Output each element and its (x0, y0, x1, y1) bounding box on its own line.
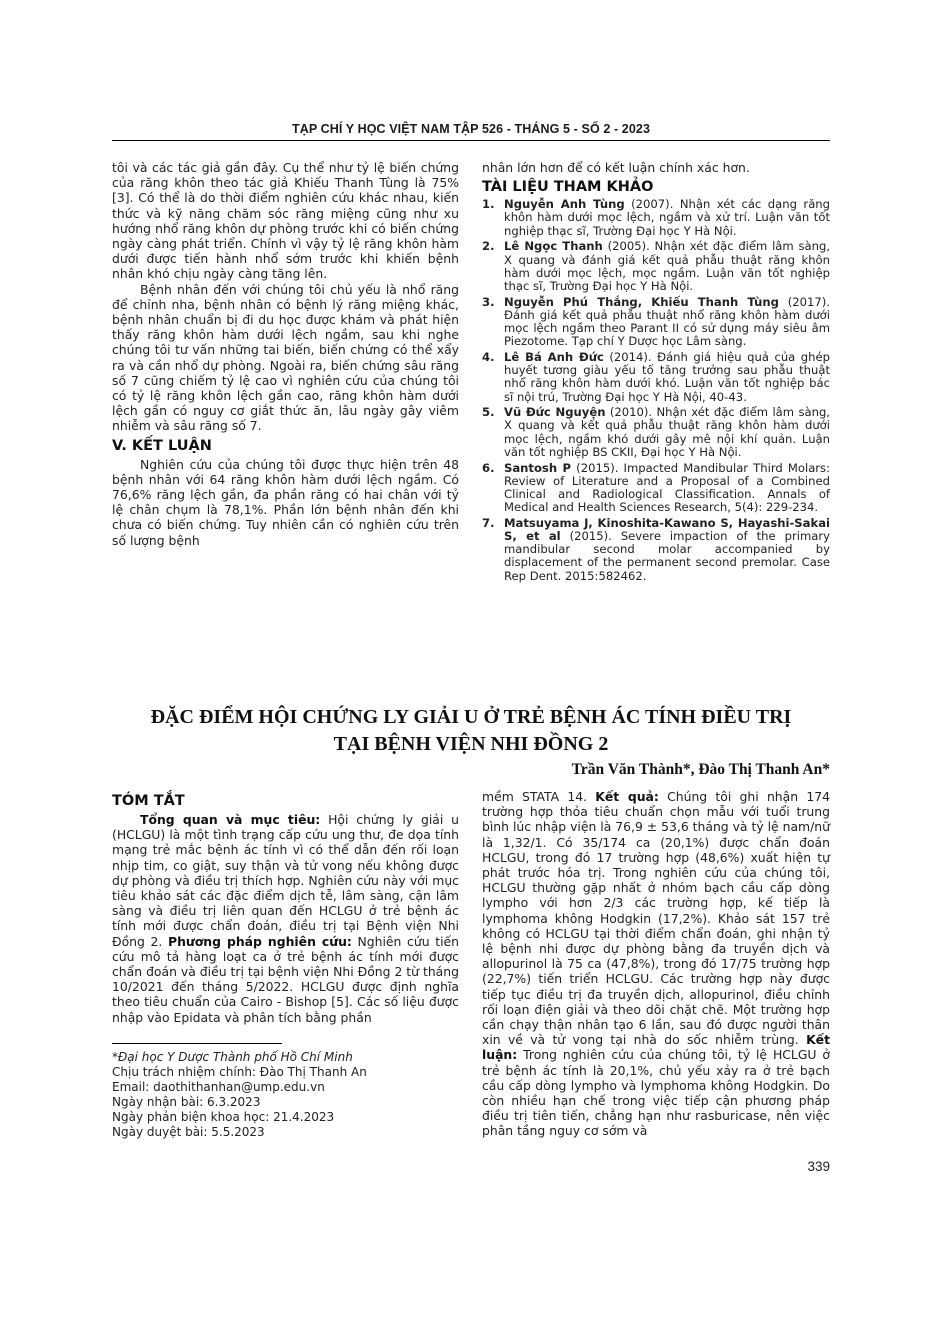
paragraph-conclusion: Nghiên cứu của chúng tôi được thực hiện trên 48 bệnh nhân với 64 răng khôn hàm dưới lệch ngầm. Có 76,6% răng lệch gần, đa phần răng có hai chân với tỷ lệ chân chụm là 78,1%. Phần lớn bệnh nhân đến khi chưa có biến chứng. Tuy nhiên cần có nghiên cứu trên số lượng bệnh (112, 456, 459, 548)
reference-author: Lê Ngọc Thanh (504, 239, 603, 254)
reference-item: 5. Vũ Đức Nguyện (2010). Nhận xét đặc điểm lâm sàng, X quang và kết quả phẫu thuật răng khôn hàm dưới mọc lệch, ngầm khó dưới gây mê nội khí quản. Luận văn tốt nghiệp BS CKII, Đại học Y Hà Nội. (482, 405, 830, 459)
reference-item: 6. Santosh P (2015). Impacted Mandibular Third Molars: Review of Literature and a Proposal of a Combined Clinical and Radiological Classification. Annals of Medical and Health Sciences Research, 5(4): 229-234. (482, 460, 831, 515)
footnote-received-date: Ngày nhận bài: 6.3.2023 (112, 1094, 261, 1109)
abstract-label-conclusion: Kết luận: (482, 1032, 830, 1063)
footnote-affiliation: *Đại học Y Dược Thành phố Hồ Chí Minh (112, 1049, 353, 1064)
reference-text: (2015). Impacted Mandibular Third Molars: Review of Literature and a Proposal of a Combined Clinical and Radiological Classification. Annals of Medical and Health Sciences Research, 5(4): 229-234. (504, 460, 831, 515)
abstract-paragraph-continued (482, 789, 830, 1139)
reference-author: Nguyễn Anh Tùng (504, 197, 625, 212)
article-title-line-2: TẠI BỆNH VIỆN NHI ĐỒNG 2 (333, 733, 609, 755)
reference-list (482, 198, 830, 583)
footnote-responsible: Chịu trách nhiệm chính: Đào Thị Thanh An (112, 1064, 367, 1079)
abstract-text-software: mềm STATA 14. (482, 789, 596, 804)
abstract-label-overview: Tổng quan và mục tiêu: (140, 812, 321, 827)
article-authors: Trần Văn Thành*, Đào Thị Thanh An* (571, 761, 830, 778)
reference-item: 1. Nguyễn Anh Tùng (2007). Nhận xét các dạng răng khôn hàm dưới mọc lệch, ngầm và xử trí. Luận văn tốt nghiệp thạc sĩ, Trường Đại học Y Hà Nội. (482, 197, 831, 238)
footnote-block (112, 1050, 459, 1140)
reference-item: 3. Nguyễn Phú Thắng, Khiếu Thanh Tùng (2017). Đánh giá kết quả phẫu thuật nhổ răng khôn hàm dưới mọc lệch ngầm theo Parant II có sử dụng máy siêu âm Piezotome. Tạp chí Y Dược học Lâm sàng. (482, 294, 830, 349)
reference-text: (2017). Đánh giá kết quả phẫu thuật nhổ răng khôn hàm dưới mọc lệch ngầm theo Parant II có sử dụng máy siêu âm Piezotome. Tạp chí Y Dược học Lâm sàng. (504, 294, 830, 349)
abstract-text-overview: Hội chứng ly giải u (HCLGU) là một tình trạng cấp cứu ung thư, đe dọa tính mạng trẻ mắc bệnh ác tính vì có thể dẫn đến rối loạn nhịp tim, co giật, suy thận và tử vong nếu không được dự phòng và điều trị thích hợp. Nghiên cứu này với mục tiêu khảo sát các đặc điểm dịch tễ, lâm sàng, cận lâm sàng và điều trị liên quan đến HCLGU ở trẻ bệnh ác tính mới được chẩn đoán, điều trị tại Bệnh viện Nhi Đồng 2. (112, 812, 459, 949)
section-heading-references: TÀI LIỆU THAM KHẢO (482, 179, 654, 196)
reference-text: (2005). Nhận xét đặc điểm lâm sàng, X quang và đánh giá kết quả phẫu thuật răng khôn hàm dưới mọc lệch, mọc ngầm. Luận văn tốt nghiệp thạc sĩ, Trường Đại học Y Hà Nội. (504, 239, 831, 293)
reference-author: Lê Bá Anh Đức (504, 349, 604, 364)
header-rule (112, 140, 830, 141)
abstract-label-results: Kết quả: (595, 789, 659, 804)
reference-author: Nguyễn Phú Thắng, Khiếu Thanh Tùng (504, 294, 779, 309)
footnote-approved-date: Ngày duyệt bài: 5.5.2023 (112, 1124, 265, 1139)
section-heading-conclusion: V. KẾT LUẬN (112, 437, 212, 454)
reference-author: Matsuyama J, Kinoshita-Kawano S, Hayashi-Sakai S, et al (504, 515, 830, 544)
section-heading-abstract: TÓM TẮT (112, 793, 185, 809)
abstract-text-methods: Nghiên cứu tiến cứu mô tả hàng loạt ca ở trẻ bệnh ác tính mới được chẩn đoán và điều trị tại bệnh viện Nhi Đồng 2 từ tháng 10/2021 đến tháng 5/2022. HCLGU được định nghĩa theo tiêu chuẩn của Cairo - Bishop [5]. Các số liệu được nhập vào Epidata và phân tích bằng phần (112, 933, 459, 1025)
right-column-bottom (482, 789, 830, 1139)
abstract-label-methods: Phương pháp nghiên cứu: (168, 933, 352, 949)
reference-author: Santosh P (504, 460, 572, 475)
footnote-email: Email: daothithanhan@ump.edu.vn (112, 1079, 325, 1094)
left-column-top (112, 160, 459, 548)
article-title (110, 704, 832, 758)
footnote-rule (112, 1043, 282, 1044)
paragraph-discussion-1: tôi và các tác giả gần đây. Cụ thể như tỷ lệ biến chứng của răng khôn theo tác giả Khiếu Thanh Tùng là 75% [3]. Có thể là do thời điểm nghiên cứu khác nhau, kiến thức và kỹ năng chăm sóc răng miệng cũng như xu hướng nhổ răng khôn dự phòng trước khi có biến chứng ngày càng phát triển. Chính vì vậy tỷ lệ răng khôn hàm dưới được tiến hành nhổ sớm trước khi khiến bệnh nhân khó chịu ngày càng tăng lên. (112, 160, 459, 282)
journal-header: TẠP CHÍ Y HỌC VIỆT NAM TẬP 526 - THÁNG 5 - SỐ 2 - 2023 (291, 122, 651, 136)
left-column-bottom (112, 789, 459, 1140)
abstract-paragraph (112, 812, 459, 1025)
abstract-text-conclusion: Trong nghiên cứu của chúng tôi, tỷ lệ HCLGU ở trẻ bệnh ác tính là 20,1%, chủ yếu xảy ra ở trẻ bạch cầu cấp dòng lympho và lymphoma không Hodgkin. Do còn nhiều hạn chế trong việc tiếp cận phương pháp điều trị tiên tiến, chẳng hạn như rasburicase, nên việc phân tầng nguy cơ sớm và (482, 1047, 830, 1139)
right-column-top (482, 160, 830, 585)
reference-text: (2007). Nhận xét các dạng răng khôn hàm dưới mọc lệch, ngầm và xử trí. Luận văn tốt nghiệp thạc sĩ, Trường Đại học Y Hà Nội. (504, 197, 831, 238)
reference-text: (2014). Đánh giá hiệu quả của ghép huyết tương giàu yếu tố tăng trưởng sau phẫu thuật nhổ răng khôn hàm dưới khó. Luận văn tốt nghiệp bác sĩ nội trú, Trường Đại học Y Hà Nội, 40-43. (504, 349, 830, 404)
article-title-line-1: ĐẶC ĐIỂM HỘI CHỨNG LY GIẢI U Ở TRẺ BỆNH ÁC TÍNH ĐIỀU TRỊ (150, 706, 792, 728)
footnote-reviewed-date: Ngày phản biện khoa học: 21.4.2023 (112, 1109, 335, 1124)
abstract-text-results: Chúng tôi ghi nhận 174 trường hợp thỏa tiêu chuẩn chọn mẫu với tuổi trung bình lúc nhập viện là 76,9 ± 53,6 tháng và tỷ lệ nam/nữ là 1,32/1. Có 35/174 ca (20,1%) được chẩn đoán HCLGU, trong đó 17 trường hợp (48,6%) xuất hiện tự phát trước hóa trị. Trong nghiên cứu của chúng tôi, HCLGU thường gặp nhất ở nhóm bạch cầu cấp dòng lympho với hơn 2/3 các trường hợp, kế tiếp là lymphoma không Hodgkin (17,2%). Khảo sát 157 trẻ không có HCLGU tại thời điểm chẩn đoán, ghi nhận tỷ lệ bệnh nhi được dự phòng bằng đa truyền dịch và allopurinol là 75 ca (47,8%), trong đó 17/75 trường hợp (22,7%) tiến triển HCLGU. Các trường hợp này được tiếp tục điều trị đa truyền dịch, allopurinol, điều chỉnh rối loạn điện giải và theo dõi chặt chẽ. Một trường hợp cần chạy thận nhân tạo 6 lần, sau đó được người thân xin về và tử vong tại nhà do sốc nhiễm trùng. (482, 789, 830, 1048)
reference-text: (2015). Severe impaction of the primary mandibular second molar accompanied by displacement of the permanent second premolar. Case Rep Dent. 2015:582462. (504, 529, 830, 583)
reference-item: 4. Lê Bá Anh Đức (2014). Đánh giá hiệu quả của ghép huyết tương giàu yếu tố tăng trưởng sau phẫu thuật nhổ răng khôn hàm dưới khó. Luận văn tốt nghiệp bác sĩ nội trú, Trường Đại học Y Hà Nội, 40-43. (482, 349, 830, 404)
reference-text: (2010). Nhận xét đặc điểm lâm sàng, X quang và kết quả phẫu thuật răng khôn hàm dưới mọc lệch, ngầm khó dưới gây mê nội khí quản. Luận văn tốt nghiệp BS CKII, Đại học Y Hà Nội. (504, 405, 830, 459)
reference-item: 7. Matsuyama J, Kinoshita-Kawano S, Hayashi-Sakai S, et al (2015). Severe impaction of the primary mandibular second molar accompanied by displacement of the permanent second premolar. Case Rep Dent. 2015:582462. (482, 515, 830, 583)
reference-item: 2. Lê Ngọc Thanh (2005). Nhận xét đặc điểm lâm sàng, X quang và đánh giá kết quả phẫu thuật răng khôn hàm dưới mọc lệch, mọc ngầm. Luận văn tốt nghiệp thạc sĩ, Trường Đại học Y Hà Nội. (482, 239, 831, 293)
paragraph-conclusion-continued: nhân lớn hơn để có kết luận chính xác hơn. (482, 160, 750, 175)
paragraph-discussion-2: Bệnh nhân đến với chúng tôi chủ yếu là nhổ răng để chỉnh nha, bệnh nhân có bệnh lý răng miệng khác, bệnh nhân chuẩn bị đi du học được khám và phát hiện thấy răng khôn hàm dưới lệch ngầm, sau khi nghe chúng tôi tư vấn những tai biến, biến chứng có thể xẩy ra và cần nhổ dự phòng. Ngoài ra, biến chứng sâu răng số 7 cũng chiếm tỷ lệ cao vì nghiên cứu của chúng tôi có tỷ lệ răng khôn lệch gần cao, răng khôn hàm dưới lệch gần có nguy cơ giắt thức ăn, lâu ngày gây viêm nhiễm và sâu răng số 7. (112, 281, 459, 434)
page-number: 339 (807, 1159, 830, 1174)
reference-author: Vũ Đức Nguyện (504, 405, 606, 420)
